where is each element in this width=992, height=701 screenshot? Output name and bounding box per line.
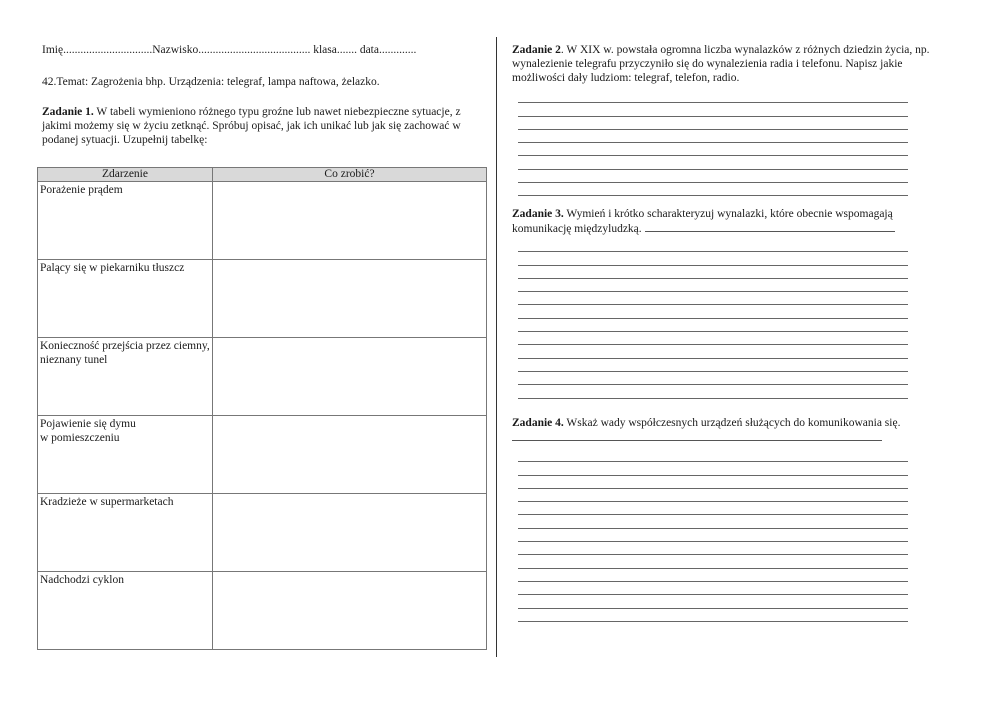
event-cell: Porażenie prądem (38, 182, 213, 260)
table-row (38, 494, 487, 572)
action-cell[interactable] (213, 494, 487, 572)
table-header-row (38, 168, 487, 182)
action-cell[interactable] (213, 338, 487, 416)
action-cell[interactable] (213, 260, 487, 338)
table-row (38, 182, 487, 260)
event-cell: Kradzieże w supermarketach (38, 494, 213, 572)
action-cell[interactable] (213, 182, 487, 260)
header-action: Co zrobić? (213, 168, 487, 182)
task-3-inline-answer-line[interactable] (645, 221, 895, 232)
task-2 (512, 43, 952, 85)
task-3 (512, 207, 952, 236)
header-event: Zdarzenie (38, 168, 213, 182)
column-divider (496, 37, 497, 657)
task-1-title: Zadanie 1. (42, 106, 94, 118)
table-row (38, 260, 487, 338)
table-row (38, 572, 487, 650)
student-info-line: Imię...............................Nazwisko....................................... klasa....... data............. (42, 44, 417, 56)
task-2-text: . W XIX w. powstała ogromna liczba wynalazków z różnych dziedzin życia, np. wynalezienie telegrafu przyczyniło się do wynalezienia radia i telefonu. Napisz jakie możliwości dały ludziom: telegraf, telefon, radio. (512, 44, 930, 84)
situations-table (37, 167, 487, 650)
task-4-title: Zadanie 4. (512, 417, 564, 429)
task-4-text: Wskaż wady współczesnych urządzeń służących do komunikowania się. (563, 417, 901, 429)
task-2-title: Zadanie 2 (512, 44, 561, 56)
task-1 (42, 105, 487, 147)
task-4 (512, 416, 952, 445)
task-4-answer-lines[interactable] (518, 449, 908, 622)
task-3-title: Zadanie 3. (512, 208, 564, 220)
event-cell: Nadchodzi cyklon (38, 572, 213, 650)
task-1-text: W tabeli wymieniono różnego typu groźne lub nawet niebezpieczne sytuacje, z jakimi możemy się w życiu zetknąć. Spróbuj opisać, jak ich unikać lub jak się zachować w podanej sytuacji. Uzupełnij tabelkę: (42, 106, 461, 146)
task-3-answer-lines[interactable] (518, 239, 908, 399)
lesson-topic: 42.Temat: Zagrożenia bhp. Urządzenia: telegraf, lampa naftowa, żelazko. (42, 76, 380, 88)
task-4-inline-answer-line[interactable] (512, 430, 882, 441)
task-2-answer-lines[interactable] (518, 90, 908, 196)
table-row (38, 416, 487, 494)
action-cell[interactable] (213, 416, 487, 494)
event-cell: Pojawienie się dymu w pomieszczeniu (38, 416, 213, 494)
task-3-text: Wymień i krótko scharakteryzuj wynalazki, które obecnie wspomagają komunikację międzyludzką. (512, 208, 893, 235)
event-cell: Konieczność przejścia przez ciemny, nieznany tunel (38, 338, 213, 416)
action-cell[interactable] (213, 572, 487, 650)
table-row (38, 338, 487, 416)
event-cell: Palący się w piekarniku tłuszcz (38, 260, 213, 338)
